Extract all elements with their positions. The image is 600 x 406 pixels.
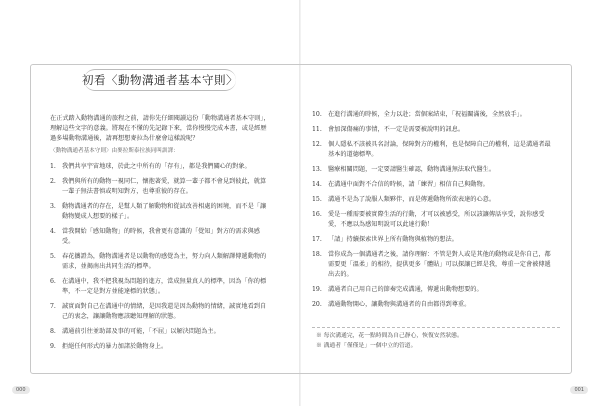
rule-item [312, 195, 556, 205]
rule-number: 5. [50, 253, 56, 260]
tip-line: ※ 每次溝通完，花一點時間為自己靜心，恢復安然狀態。 [316, 333, 463, 339]
rule-number: 9. [50, 343, 56, 350]
rule-text: 會加深傷痛的事情，不一定是需要被說明的訊息。 [328, 126, 465, 133]
page-number-left: 000 [12, 386, 30, 394]
rule-item [50, 177, 270, 197]
chapter-title [80, 66, 240, 94]
rule-item [50, 302, 270, 322]
rule-item [312, 165, 556, 175]
rule-number: 7. [50, 303, 56, 310]
rule-text: 春花攜證為，動物溝通者是以動物的感覺為主，努力向人類解譯傳遞動物的需求，並揭南出共同生活的標準。 [62, 253, 267, 270]
rule-text: 溝通者自己用自己的節奏完成溝通，傳遞出動物想要的。 [328, 286, 483, 293]
rule-number: 8. [50, 328, 56, 335]
rule-text: 溝通不是為了說服人類夥伴，而是傳遞動物所欲表達的心意。 [328, 196, 496, 203]
chapter-title-text: 初看〈動物溝通者基本守則〉 [82, 73, 238, 87]
rule-number: 1. [50, 163, 56, 170]
rule-number: 19. [312, 286, 322, 293]
rule-item [312, 250, 556, 280]
rule-number: 13. [312, 166, 322, 173]
rule-item [50, 342, 270, 352]
intro-paragraph: 在正式踏入動物溝通的旅程之前，請你先仔細閱讀這份「動物溝通者基本守則」，理解這些文字的意義。將現在不懂的先記錄下來，當你慢慢完成本書，或是經歷過多場動物溝通後，請再想想麥拉為什麼會這樣說呢？ [50, 115, 270, 142]
rule-item [312, 235, 556, 245]
rule-item [50, 202, 270, 222]
rule-item [50, 227, 270, 247]
rule-number: 18. [312, 251, 322, 258]
rule-number: 20. [312, 301, 322, 308]
rule-number: 14. [312, 181, 322, 188]
rule-item [312, 110, 556, 120]
rule-text: 溝通動物開心，讓動物與溝通者的自由都得到尊重。 [328, 301, 471, 308]
rule-item [312, 140, 556, 160]
tips-divider [312, 327, 560, 328]
rule-number: 4. [50, 228, 56, 235]
rule-item [50, 277, 270, 297]
page-number-right: 001 [570, 386, 588, 394]
rule-text: 在溝通中面對不合信的時候，請「練習」相信自己與動物。 [328, 181, 489, 188]
rule-text: 在溝通中，我不把我視為問題的進方，當成無量真人的標準，因為「你的標準，不一定是對方並能達標的狀態」。 [62, 278, 267, 295]
rule-text: 個人隱私不該被具名討論，保障對方的權利，也是保障自己的權利，這是溝通者最基本的道德標準。 [328, 141, 551, 158]
rule-text: 當我開始「感知動物」的時候，我會更有意識的「覺知」對方的需求與感受。 [62, 228, 260, 245]
rule-text: 我們共享宇宙地球，於此之中所有的「存有」，都是我們關心的對象。 [62, 163, 251, 170]
rule-number: 3. [50, 203, 56, 210]
rule-number: 6. [50, 278, 56, 285]
translation-note: 〈動物溝通者基本守則〉由麥拉斯泰拉族同叫訓譯： [50, 148, 179, 154]
rule-text: 誠實面對自己在溝通中的情緒，是因我還是因為動物的情緒，誠實地看到自己的衷念，讓讓動物應該聽知理解的狀態。 [62, 303, 267, 320]
rule-item [312, 285, 556, 295]
rule-item [50, 252, 270, 272]
rule-number: 15. [312, 196, 322, 203]
rule-text: 「請」持續探索世界上所有動物與植物的想法。 [328, 236, 458, 243]
right-column [312, 110, 556, 315]
rule-number: 17. [312, 236, 322, 243]
rule-text: 在進行溝通的時候，全力以赴；當個案結束，「祝福關滿後，全然放手」。 [328, 111, 526, 118]
rule-item [312, 210, 556, 230]
rule-number: 2. [50, 178, 56, 185]
rule-item [50, 162, 270, 172]
tips-box [316, 331, 556, 351]
rule-number: 10. [312, 111, 322, 118]
rule-number: 16. [312, 211, 322, 218]
rule-text: 溝通前引往並助部及事的可能，「不屈」以解決問題為主。 [62, 328, 220, 335]
rule-text: 我們與所有的動物一視同仁，懷抱著愛，就算一輩子都不會見到彼此，就算一輩子無法書慎或明知對方，也尊重彼的存在。 [62, 178, 267, 195]
rule-item [50, 327, 270, 337]
rule-text: 動物溝通者的存在，是幫人類了解動物和從試改善相處的困境，而不是「讓動物變成人想要的樣子」。 [62, 203, 267, 220]
tip-line: ※ 溝通者「僅僅是」一個中立的管道。 [316, 343, 417, 349]
left-column [50, 114, 270, 357]
rule-text: 拒絕任何形式的暴力加諸於動物身上。 [62, 343, 168, 350]
rule-text: 醫療相關問題，一定要請醫生確認，動物溝通無法取代醫生。 [328, 166, 496, 173]
rule-text: 當你成為一個溝通者之後，請你理解：不管是對人或是其他的動物或是你自己，都需要更「溫柔」的相待，提供更多「體貼」可以探讓已經是我，尊重一定會被傳遞出去的。 [328, 251, 551, 278]
title-decoration [84, 69, 236, 91]
rule-text: 愛是一種需要被實際生活的行動，才可以被感受，所以該讓傳話享受，說你感受愛，不應以為感知明說可以此達行動！ [328, 211, 545, 228]
rule-item [312, 180, 556, 190]
rule-number: 11. [312, 126, 322, 133]
rule-number: 12. [312, 141, 322, 148]
rule-item [312, 125, 556, 135]
rule-item [312, 300, 556, 310]
